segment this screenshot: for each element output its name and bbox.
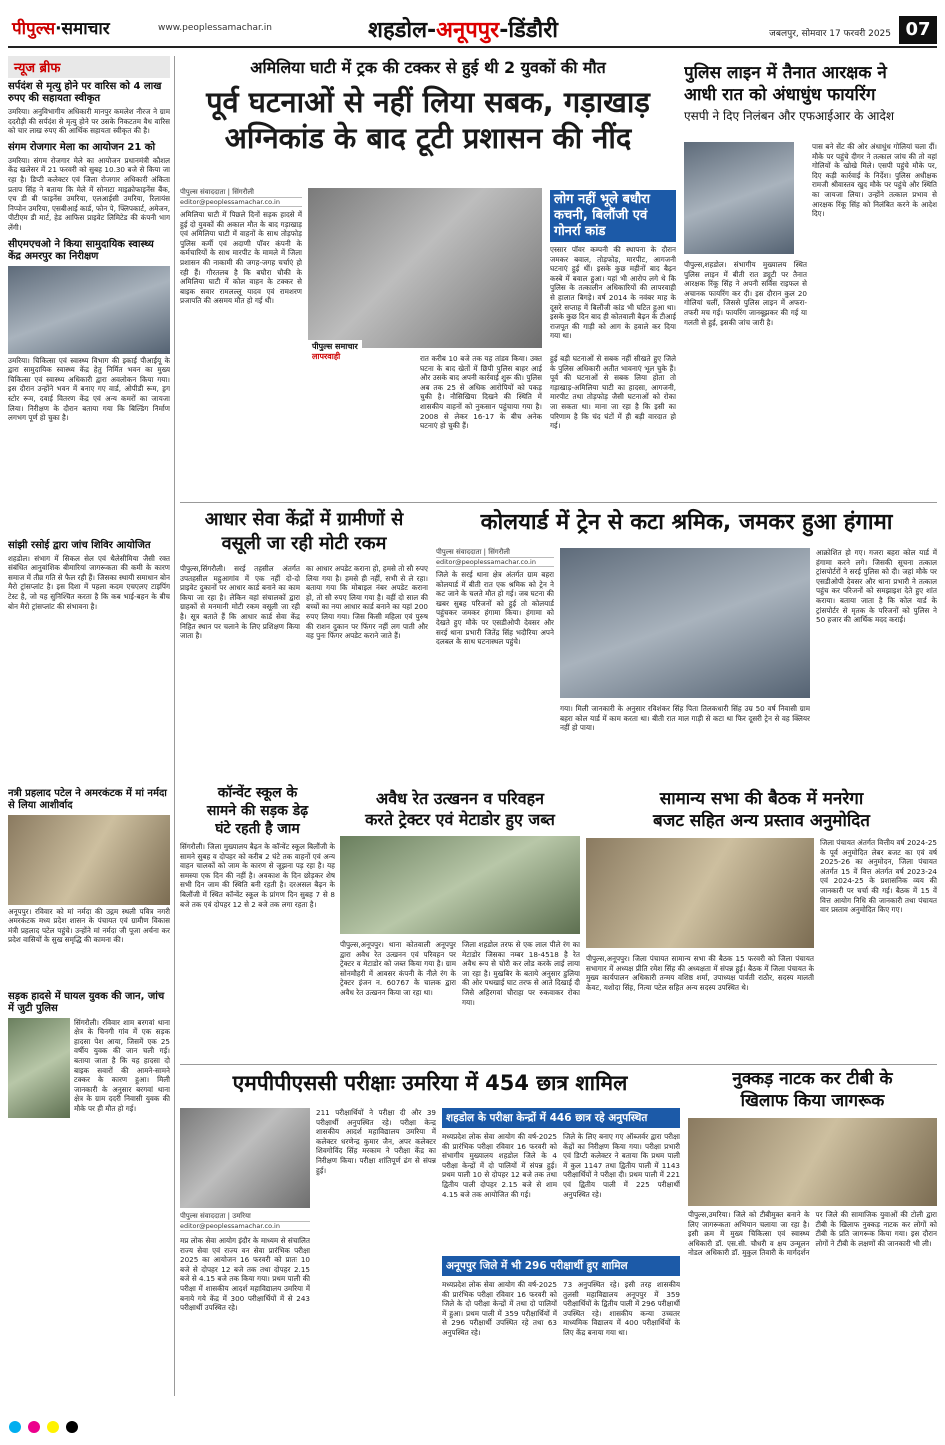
aadhaar-headline-2: वसूली जा रही मोटी रकम: [221, 533, 387, 554]
exam-hall-photo: [180, 1108, 310, 1208]
police-deck: एसपी ने दिए निलंबन और एफआईआर के आदेश: [684, 109, 894, 123]
black-dot: [66, 1421, 78, 1433]
train-byline: पीपुल्स संवाददाता | सिंगरौली: [436, 548, 554, 558]
mppsc-headline: एमपीपीएससी परीक्षाः उमरिया में 454 छात्र शामिल: [232, 1071, 628, 1095]
lead-email: editor@peoplessamachar.co.in: [180, 198, 302, 207]
sand-story: [340, 788, 580, 1058]
brief-title-4: सांझी रसोई द्वारा जांच शिविर आयोजित: [8, 539, 151, 551]
magenta-dot: [28, 1421, 40, 1433]
police-headline-2: आधी रात को अंधाधुंध फायरिंग: [684, 85, 876, 105]
brief-title-2: संगम रोजगार मेला का आयोजन 21 को: [8, 141, 156, 153]
mgnrega-story: [586, 788, 937, 1058]
lead-headline-1: पूर्व घटनाओं से नहीं लिया सबक, गड़ाखाड़: [206, 85, 650, 119]
brief-label: न्यूज ब्रीफ: [8, 56, 170, 78]
train-headline: कोलयार्ड में ट्रेन से कटा श्रमिक, जमकर हुआ हंगामा: [480, 510, 893, 535]
police-story: [684, 62, 937, 502]
mgnrega-headline-1: सामान्य सभा की बैठक में मनरेगा: [659, 789, 864, 809]
tb-body: पीपुल्स,उमरिया। जिले को टीबीमुक्त बनाने के लिए जागरूकता अभियान चलाया जा रहा है। इसी क्रम में मुख्य चिकित्सा एवं स्वास्थ्य अधिकारी डॉ. एस.सी. चौधरी व क्षय उन्मूलन नोडल अधिकारी डॉ. मुकुल तिवारी के मार्गदर्शन पर जिले की सामाजिक युवाओं की टोली द्वारा टीबी के खिलाफ नुक्कड़ नाटक कर लोगों को टीबी के प्रति जागरूक किया गया। इस दौरान लोगों ने टीबी के लक्षणों की जानकारी भी ली।: [688, 1210, 937, 1258]
tractor-photo: [340, 836, 580, 934]
mgnrega-body-2: जिला पंचायत अंतर्गत वित्तीय वर्ष 2024-25 के पूर्व अनुमोदित लेबर बजट का एवं वर्ष 2025-26 का अनुमोदन, जिला पंचायत अंतर्गत 15 वें वित्त अंतर्गत वर्ष 2023-24 एवं 2024-25 के प्रशासनिक व्यय की जानकारी पर चर्चा की गई। बैठक में 15 वें वित्त आयोग निधि की जानकारी तथा पंचायत वार प्रस्ताव अनुमोदित किए गए।: [820, 838, 937, 915]
brief-body-5: अनूपपुर। रविवार को मां नर्मदा की उद्गम स्थली पवित्र नगरी अमरकंटक मध्य प्रदेश शासन के पंचायत एवं ग्रामीण विकास मंत्री प्रहलाद पटेल पहुंचे। उन्होंने मां नर्मदा जी पूजा अर्चना कर प्रदेश वासियों के सुख समृद्धि की कामना की।: [8, 906, 170, 945]
lead-body-2: रात करीब 10 बजे तक यह तांडव किया। उक्त घटना के बाद खेतों में छिपी पुलिस बाहर आई और उसके बाद अपनी कार्रवाई शुरू की। पुलिस अब तक 25 से अधिक आरोपियों को पकड़ चुकी है। नौसिखिया दिखने की स्थिति में शासकीय वाहनों को नुकसान पहुंचाया गया है। 2008 से लेकर 16-17 के बीच अनेक घटनाएं हो चुकी हैं।: [420, 354, 542, 431]
tb-headline-2: खिलाफ किया जागरूक: [740, 1091, 885, 1111]
mgnrega-body-1: पीपुल्स,अनूपपुर। जिला पंचायत सामान्य सभा की बैठक 15 फरवरी को जिला पंचायत सभागार में अध्यक्ष प्रीति रमेश सिंह की अध्यक्षता में संपन्न हुई। बैठक में जिला पंचायत के मुख्य कार्यपालन अधिकारी तन्मय वशिष्ठ शर्मा, उपाध्यक्ष पार्वती राठौर, सदस्य मालती केवट, यशोदा सिंह, नित्या पटेल सहित अन्य सदस्य उपस्थित थे।: [586, 954, 814, 992]
mppsc-story: [180, 1068, 680, 1398]
train-email: editor@peoplessamachar.co.in: [436, 558, 554, 567]
convent-headline-2: सामने की सड़क डेढ़: [206, 803, 309, 819]
brief-title-1: सर्पदंश से मृत्यु होने पर वारिस को 4 लाख रुपए की सहायता स्वीकृत: [8, 81, 162, 104]
tb-headline-1: नुक्कड़ नाटक कर टीबी के: [732, 1069, 893, 1089]
sand-headline-1: अवैध रेत उत्खनन व परिवहन: [376, 789, 544, 808]
photo-tag-2: लापरवाही: [308, 351, 344, 362]
row-divider-2: [180, 1064, 937, 1065]
sidebar-title: लोग नहीं भूले बधौरा कचनी, बिलौंजी एवं गोनर्रा कांड: [550, 190, 676, 242]
shahdol-banner: शहडोल के परीक्षा केन्द्रों में 446 छात्र रहे अनुपस्थित: [442, 1108, 680, 1128]
convent-headline-3: घंटे रहती है जाम: [215, 821, 300, 837]
accident-photo: [8, 1018, 70, 1118]
shahdol-body-2: जिले के लिए बनाए गए ऑब्जर्वर द्वारा परीक्षा केंद्रों का निरीक्षण किया गया। परीक्षा प्रभारी एवं डिप्टी कलेक्टर ने बताया कि प्रथम पाली में कुल 1147 तथा द्वितीय पाली में 1143 परीक्षार्थियों ने परीक्षा दी। प्रथम पाली में 221 एवं द्वितीय पाली में 225 परीक्षार्थी अनुपस्थित रहे।: [563, 1132, 680, 1199]
anuppur-body-1: मध्यप्रदेश लोक सेवा आयोग की वर्ष-2025 की प्रारंभिक परीक्षा रविवार 16 फरवरी को जिले के दो परीक्षा केन्द्रों में तथा दो पालियों में हुआ। प्रथम पाली में 359 परीक्षार्थियों में से 296 परीक्षार्थी उपस्थित रहे तथा 63 अनुपस्थित रहे।: [442, 1280, 557, 1337]
shahdol-body-1: मध्यप्रदेश लोक सेवा आयोग की वर्ष-2025 की प्रारंभिक परीक्षा रविवार 16 फरवरी को संभागीय मुख्यालय शहडोल जिले के 4 परीक्षा केन्द्रों में दो पालियों में संपन्न हुई। प्रथम पाली 10 से दोपहर 12 बजे तक तथा द्वितीय पाली दोपहर 2.15 बजे से शाम 4.15 बजे तक आयोजित की गई।: [442, 1132, 557, 1199]
column-divider: [174, 56, 175, 1396]
convent-body: सिंगरौली। जिला मुख्यालय बैढ़न के कॉन्वेंट स्कूल बिलौंजी के सामने सुबह व दोपहर को करीब 2 घंटे तक वाहनों एवं अन्य वाहन चालकों को जाम के कारण से जूझना पड़ रहा है। यह समस्या एक दिन की नहीं है। अवकाश के दिन छोड़कर शेष सभी दिन जाम की स्थिति बनी रहती है। दरअसल बैढ़न के बिलौंजी में स्थित कॉन्वेंट स्कूल के प्रांगण दिन सुबह 7 से 8 बजे तक एवं दोपहर 12 से 2 बजे तक लगा रहता है।: [180, 842, 335, 909]
page-number: 07: [899, 16, 937, 44]
anuppur-banner: अनूपपुर जिले में भी 296 परीक्षार्थी हुए शामिल: [442, 1256, 680, 1276]
brief-body-3: उमरिया। चिकित्सा एवं स्वास्थ्य विभाग की इकाई पीआईयू के द्वारा सामुदायिक स्वास्थ्य केंद्र हेतु निर्मित भवन का मुख्य चिकित्सा एवं स्वास्थ्य अधिकारी द्वारा अवलोकन किया गया। इस दौरान उन्होंने भवन में बनाए गए वार्ड, ओपीडी रूम, ड्रग स्टोर रूम, दवाई वितरण केंद्र एवं अन्य कमरों का जायजा लिया। निरीक्षण के दौरान बताया गया कि बिल्डिंग निर्माण लगभग पूर्ण हो चुका है।: [8, 355, 170, 423]
brand-logo: पीपुल्स·समाचार: [12, 19, 110, 39]
police-body-1: पीपुल्स,शहडोल। संभागीय मुख्यालय स्थित पुलिस लाइन में बीती रात ड्यूटी पर तैनात आरक्षक रिंकू सिंह ने अपनी सर्विस राइफल से अचानक फायरिंग कर दी। इस दौरान कुल 20 गोलियां चलीं, जिससे पुलिस लाइन में अफरा-तफरी मच गई। फायरिंग जानबूझकर की गई या गलती से हुई, इसकी जांच जारी है।: [684, 260, 807, 327]
masthead: [8, 14, 937, 48]
brief-title-6: सड़क हादसे में घायल युवक की जान, जांच में जुटी पुलिस: [8, 990, 165, 1014]
dateline: जबलपुर, सोमवार 17 फरवरी 2025: [769, 29, 891, 39]
brief-title-3: सीएमएचओ ने किया सामुदायिक स्वास्थ्य केंद्र अमरपुर का निरीक्षण: [8, 238, 154, 262]
sand-headline-2: करते ट्रेक्टर एवं मेटाडोर हुए जब्त: [365, 810, 555, 829]
aadhaar-body-1: पीपुल्स,सिंगरौली। सरई तहसील अंतर्गत उपतहसील महुआगांव में एक नहीं दो-दो प्राइवेट दुकानों पर आधार कार्ड बनाने का काम किया जा रहा है। लेकिन वहां संचालकों द्वारा ग्राहकों से मनमानी मोटी रकम वसूली जा रही है। सूत्र बताते हैं कि आधार कार्ड सेवा केंद्र निहित स्थान पर चलाने के लिए प्रशिक्षण किया जाता है।: [180, 564, 300, 641]
tb-story: [688, 1068, 937, 1398]
sand-body-1: पीपुल्स,अनूपपुर। थाना कोतवाली अनूपपुर द्वारा अवैध रेत उत्खनन एवं परिवहन पर ट्रेक्टर व मेटाडोर को जब्त किया गया है। ग्राम सोनमौहरी में आवसर कंपनी के नीले रंग के ट्रेक्टर इंजन न. 60767 के चालक द्वारा अवैध रेत उत्खनन किया जा रहा था।: [340, 940, 456, 997]
mppsc-body-1: मप्र लोक सेवा आयोग इंदौर के माध्यम से संचालित राज्य सेवा एवं राज्य वन सेवा प्रारंभिक परीक्षा 2025 का आयोजन 16 फरवरी को प्रातः 10 बजे से दोपहर 12 बजे तक तथा दोपहर 2.15 बजे से 4.15 बजे तक किया गया। प्रथम पाली की परीक्षा में शासकीय आदर्श महाविद्यालय उमरिया में बनाये गये केंद्र में 300 परीक्षार्थियों में से 243 परीक्षार्थी उपस्थित रहे।: [180, 1236, 310, 1313]
police-line-photo: [684, 142, 794, 254]
aadhaar-body-2: का आधार अपडेट कराना हो, हमसे तो सौ रुपए लिया गया है। हमसे ही नहीं, सभी से ले रहा। बताया गया कि मोबाइल नंबर अपडेट कराना हो, तो सौ रुपए लिया गया है। वहीं दो साल की बच्चों का नया आधार कार्ड बनाने का यहां 200 रुपए लिया गया। जिस किसी महिला एवं पुरुष की राशन दुकान पर फिंगर नहीं लग पाती और वह पुनः फिंगर अपडेट कराने जाते हैं।: [306, 564, 428, 641]
convent-story: [180, 784, 335, 1054]
police-headline-1: पुलिस लाइन में तैनात आरक्षक ने: [684, 63, 887, 83]
cmho-photo: [8, 266, 170, 354]
yellow-dot: [47, 1421, 59, 1433]
meeting-photo: [586, 838, 814, 948]
mppsc-email: editor@peoplessamachar.co.in: [180, 1222, 310, 1231]
train-caption: गया। मिली जानकारी के अनुसार रविशंकर सिंह पिता तिलकधारी सिंह उम्र 50 वर्ष निवासी ग्राम बहरा कोल यार्ड में काम करता था। बीती रात माल गाड़ी से कटा था फिर दूसरी ट्रेन से वह क्लियर नहीं हो पाया।: [560, 704, 810, 733]
sidebar-body: एस्सार पॉवर कम्पनी की स्थापना के दौरान जमकर बवाल, तोड़फोड़, मारपीट, आगजनी घटनाएं हुई थीं। इसके कुछ महीनों बाद बैढ़न कस्बे में बवाल हुआ। यहां भी आरोप लगे थे कि पुलिस के तत्कालीन अधिकारियों की लापरवाही से हालात बिगड़े। वर्ष 2014 के नवंबर माह के दूसरे सप्ताह में बिलौंजी कांड भी घटित हुआ था। इसके कुछ दिन बाद ही कोतवाली बैढ़न के टीआई राजपूत की गाड़ी को आग के हवाले कर दिया गया था।: [550, 245, 676, 341]
lead-headline-2: अग्निकांड के बाद टूटी प्रशासन की नींद: [224, 121, 632, 155]
aadhaar-headline-1: आधार सेवा केंद्रों में ग्रामीणों से: [204, 509, 404, 530]
region-3: -डिंडौरी: [499, 18, 558, 43]
lead-byline: पीपुल्स संवाददाता | सिंगरौली: [180, 188, 302, 198]
brand-right: समाचार: [61, 19, 110, 39]
police-body-2: पास बने सेंट की ओर अंधाधुंध गोलियां चला दीं। मौके पर पहुंचे दीगर ने तत्काल जांच की तो वहां गोलियों के खोखे मिले। एसपी पहुंचे मौके पर, दिए कड़ी कार्रवाई के निर्देश। पुलिस अधीक्षक रामजी श्रीवास्तव खुद मौके पर पहुंचे और स्थिति का जायजा लिया। उन्होंने तत्काल प्रभाव से आरक्षक रिंकू सिंह को निलंबित करने के आदेश दिए।: [812, 142, 937, 219]
mgnrega-headline-2: बजट सहित अन्य प्रस्ताव अनुमोदित: [653, 811, 870, 831]
mppsc-byline: पीपुल्स संवाददाता | उमरिया: [180, 1212, 310, 1222]
lead-body-1: अमिलिया घाटी में पिछले दिनों सड़क हादसे में हुई दो युवकों की अकाल मौत के बाद गड़ाखाड़ एवं अमिलिया घाटी में वाहनों के साथ तोड़फोड़ पुलिस कर्मी एवं अदाणी पॉवर कंपनी के कर्मचारियों के साथ मारपीट के मामले में जिला प्रशासन की नाकामी की जगह-जगह चर्चाएं हो रही हैं। गौरतलब है कि बघौरा चौकी के अमिलिया घाटी में कोल वाहन के टक्कर से बाइक सवार रामलल्लू यादव एवं रामशरण प्रजापति की असमय मौत हो गई थी।: [180, 210, 302, 306]
convent-headline-1: कॉन्वेंट स्कूल के: [217, 785, 298, 801]
brief-body-2: उमरिया। संगम रोजगार मेले का आयोजन प्रधानमंत्री कौशल केंद्र खलेसर में 21 फरवरी को सुबह 10.30 बजे से किया जा रहा है। डिप्टी कलेक्टर एवं जिला रोजगार अधिकारी अंकिता प्रताप सिंह ने बताया कि मेले में सोनाटा माइक्रोफाइनेंस बैंक, एच डी बी फाइनेंस उमरिया, एलआईसी उमरिया, रिलायंस निप्पोन उमरिया, एसबीआई कार्ड, फोन पे, फ्लिपकार्ट, अमेजन, पीटीएम डी मार्ट, हेड आफिस प्राइवेट लिमिटेड की कंपनी भाग लेंगी।: [8, 155, 170, 232]
sand-body-2: जिला शहडोल तरफ से एक लाल पीले रंग का मेटाडोर जिसका नम्बर 18-4518 है रेत अवैध रूप से चोरी कर लोड करके लाई लाया जा रहा है। मुखबिर के बताये अनुसार डुलिया की ओर पथखाई घाट तरफ से आते दिखाई दी जिसे अहिरगवां चौराहा पर रुकवाकर रोका गया।: [462, 940, 580, 1007]
brief-body-4: शहडोल। संभाग में सिकल सेल एवं थैलेसीमिया जैसी रक्त संबंधित आनुवांशिक बीमारियां जागरूकता की कमी के कारण समाज में तीव्र गति से फैल रही हैं। जिसका स्थायी समाधान बोन मैरो ट्रांसप्लांट है। इस दिशा में पहला कदम एचएलए टाइपिंग टेस्ट है, जो यह सुनिश्चित करता है कि कब भाई-बहन के बीच बोन मैरो ट्रांसप्लांट की संभावना है।: [8, 553, 170, 611]
row-divider: [180, 502, 937, 503]
brand-left: पीपुल्स: [12, 19, 56, 39]
brief-body-6: सिंगरौली। रविवार शाम बरगवां थाना क्षेत्र के चिनगी गांव में एक सड़क हादसा पेश आया, जिसमें एक 25 वर्षीय युवक की जान चली गई। बताया जाता है कि यह हादसा दो बाइक सवारों की आमने-सामने टक्कर के कारण हुआ। मिली जानकारी के अनुसार बरगवां थाना क्षेत्र के ग्राम ददरी निवासी युवक की मौके पर ही मौत हो गई।: [74, 1017, 170, 1113]
site-url: www.peoplessamachar.in: [158, 23, 272, 33]
lead-body-3: हुई बड़ी घटनाओं से सबक नहीं सीखते हुए जिले के पुलिस अधिकारी अतीत भावनाएं भूल चुके हैं। पूर्व की घटनाओं से सबक लिया होता तो गड़ाखाड़-अमिलिया घाटी का हादसा, आगजनी, मारपीट तथा तोड़फोड़ जैसी घटनाओं को रोका जा सकता था। माना जा रहा है कि इसी का परिणाम है कि चंद घंटों में ही बड़ी वारदात हो गई।: [550, 354, 676, 431]
region-1: शहडोल-: [368, 18, 437, 43]
street-play-photo: [688, 1118, 937, 1206]
minister-photo: [8, 815, 170, 905]
brief-title-5: नत्री प्रहलाद पटेल ने अमरकंटक में मां नर्मदा से लिया आशीर्वाद: [8, 787, 167, 811]
photo-tag: पीपुल्स समाचार: [308, 340, 362, 353]
mppsc-body-2: 211 परीक्षार्थियों ने परीक्षा दी और 39 परीक्षार्थी अनुपस्थित रहे। परीक्षा केन्द्र शासकीय आदर्श महाविद्यालय उमरिया में कलेक्टर धरणेन्द्र कुमार जैन, अपर कलेक्टर शिवगोविंद सिंह मरकाम ने परीक्षा केंद्र का निरीक्षण किया। परीक्षा शांतिपूर्ण ढंग से संपन्न हुई।: [316, 1108, 436, 1175]
crowd-photo: [560, 548, 810, 698]
news-brief-column: [8, 56, 170, 1396]
train-body-2: आक्रोशित हो गए। गजरा बहरा कोल यार्ड में हंगामा करने लगे। जिसकी सूचना तत्काल ट्रांसपोर्टरों ने सरई पुलिस को दी। जहां मौके पर एसडीओपी देवसर और थाना प्रभारी ने तत्काल पहुंच कर परिजनों को समझाइश देते हुए शांत कराया। बताया जाता है कि कोल यार्ड के ट्रांसपोर्टर से मृतक के परिजनों को पुलिस ने 50 हजार की आर्थिक मदद कराई।: [816, 548, 937, 625]
print-registration-bar: [8, 1418, 937, 1438]
lead-story: [180, 58, 676, 498]
region-2: अनूपपुर: [436, 18, 500, 43]
aadhaar-story: [180, 508, 428, 780]
lead-kicker: अमिलिया घाटी में ट्रक की टक्कर से हुई थी 2 युवकों की मौत: [250, 58, 606, 77]
cyan-dot: [9, 1421, 21, 1433]
brief-body-1: उमरिया। अनुविभागीय अधिकारी मानपुर कमलेश नीरज ने ग्राम ददरौड़ी की सर्पदंश से मृत्यु होने पर उसके निकटतम वैध वारिस को चार लाख रुपए की आर्थिक सहायता स्वीकृत की है।: [8, 107, 170, 136]
train-body-1: जिले के सरई थाना क्षेत्र अंतर्गत ग्राम बहरा कोलयार्ड में बीती रात एक श्रमिक को ट्रेन ने कट जाने के चलते मौत हो गई। जब घटना की खबर सुबह परिजनों को हुई तो कोलयार्ड पहुंचकर जमकर हंगामा किया। हंगामा को देखते हुए मौके पर एसडीओपी देवसर और सरई थाना प्रभारी जितेंद्र सिंह भदौरिया अपने दलबल के साथ घटनास्थल पहुंचे।: [436, 570, 554, 647]
train-story: [436, 508, 937, 782]
region-title: [368, 14, 558, 44]
burnt-truck-photo: [308, 188, 542, 348]
anuppur-body-2: 73 अनुपस्थित रहे। इसी तरह शासकीय तुलसी महाविद्यालय अनूपपुर में 359 परीक्षार्थियों के द्वितीय पाली में 296 परीक्षार्थी उपस्थित रहे। शासकीय कन्या उच्चतर माध्यमिक विद्यालय में 400 परीक्षार्थियों के लिए केंद्र बनाया गया था।: [563, 1280, 680, 1337]
